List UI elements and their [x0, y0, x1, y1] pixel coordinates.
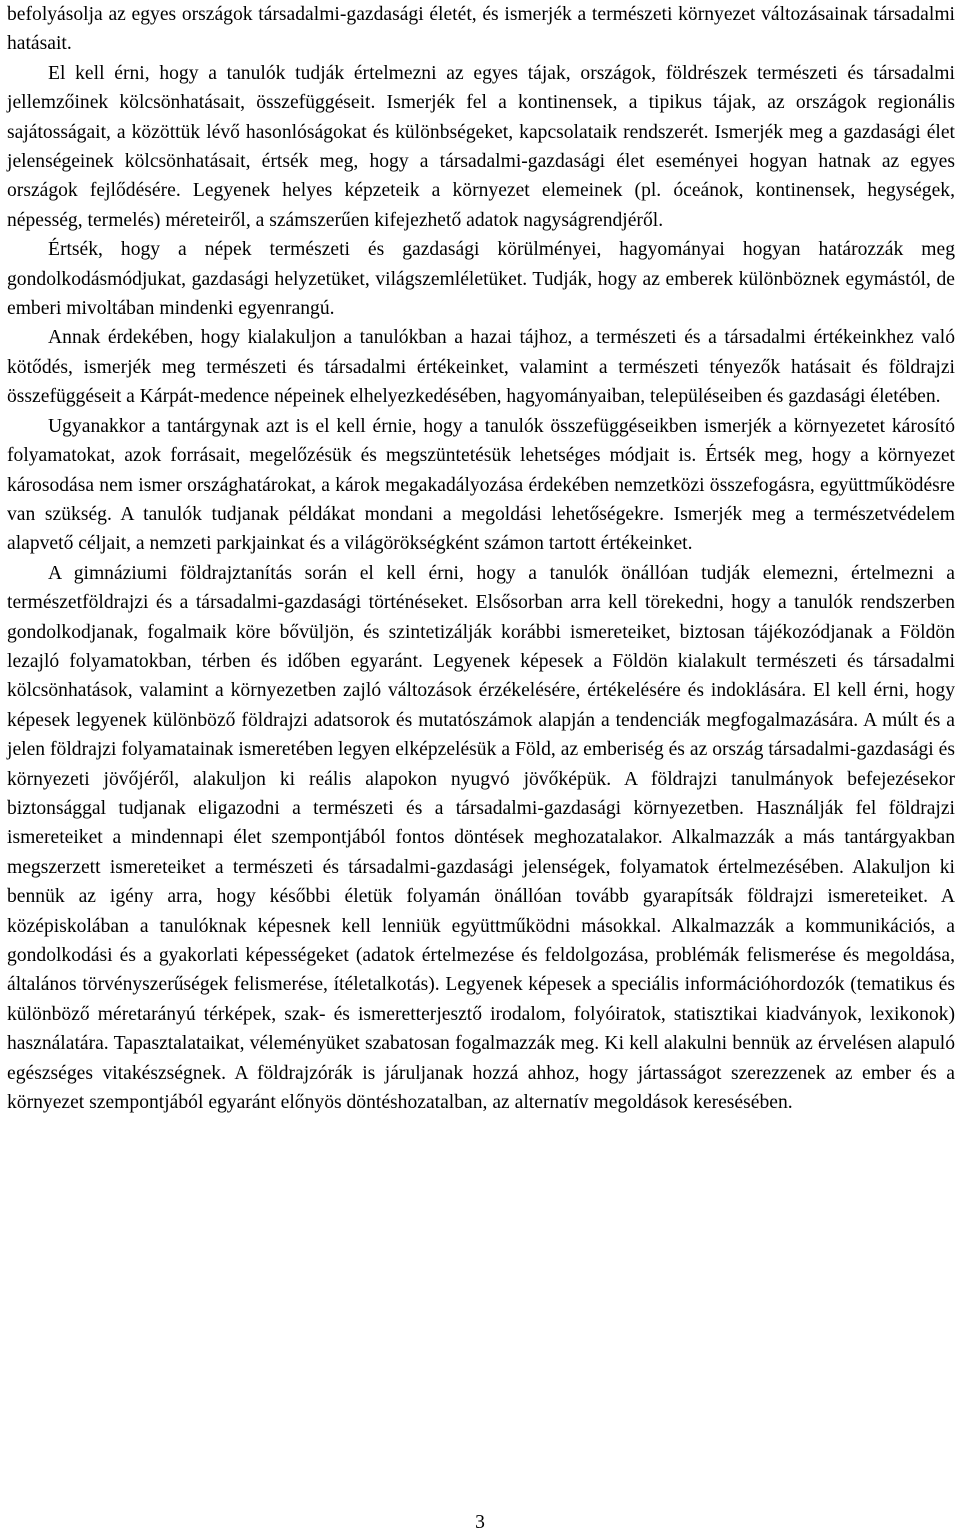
paragraph-gymnasium-geography: A gimnáziumi földrajztanítás során el kell érni, hogy a tanulók önállóan tudják elemezni, értelmezni a természetföldrajzi és a társadalmi-gazdasági történéseket. Elsősorban arra kell törekedni, hogy a tanulók rendszerben gondolkodjanak, fogalmaik köre bővüljön, és szintetizálják korábbi ismereteiket, biztosan tájékozódjanak a Földön lezajló folyamatokban, térben és időben egyaránt. Legyenek képesek a Földön kialakult természeti és társadalmi kölcsönhatások, valamint a környezetben zajló változások érzékelésére, értékelésére és indoklására. El kell érni, hogy képesek legyenek különböző földrajzi adatsorok és mutatószámok alapján a tendenciák megfogalmazására. A múlt és a jelen földrajzi folyamatainak ismeretében legyen elképzelésük a Föld, az emberiség és az ország társadalmi-gazdasági és környezeti jövőjéről, alakuljon ki reális alapokon nyugvó jövőképük. A földrajzi tanulmányok befejezésekor biztonsággal tudjanak eligazodni a természeti és a társadalmi-gazdasági környezetben. Használják fel földrajzi ismereteiket a mindennapi élet szempontjából fontos döntések meghozatalakor. Alkalmazzák a más tantárgyakban megszerzett ismereteiket a természeti és társadalmi-gazdasági jelenségek, folyamatok értelmezésében. Alakuljon ki bennük az igény arra, hogy későbbi életük folyamán önállóan tovább gyarapítsák földrajzi ismereteiket. A középiskolában a tanulóknak képesnek kell lenniük együttműködni másokkal. Alkalmazzák a kommunikációs, a gondolkodási és a gyakorlati képességeket (adatok értelmezése és feldolgozása, problémák felismerése és megoldása, általános törvényszerűségek felismerése, ítéletalkotás). Legyenek képesek a speciális információhordozók (tematikus és különböző méretarányú térképek, szak- és ismeretterjesztő irodalom, folyóiratok, statisztikai kiadványok, lexikonok) használatára. Tapasztalataikat, véleményüket szabatosan fogalmazzák meg. Ki kell alakulni bennük az érvelésen alapuló egészséges vitakészségnek. A földrajzórák is járuljanak hozzá ahhoz, hogy jártasságot szerezzenek az ember és a környezet szempontjából egyaránt előnyös döntéshozatalban, az alternatív megoldások keresésében.: [7, 562, 955, 1114]
document-page: [7, 0, 955, 1117]
paragraph-environmental-protection: Ugyanakkor a tantárgynak azt is el kell érnie, hogy a tanulók összefüggéseikben ismerjék a környezetet károsító folyamatokat, azok forrásait, megelőzésük és megszüntetésük lehetséges módjait is. Értsék meg, hogy a környezet károsodása nem ismer országhatárokat, a károk megakadályozása érdekében nemzetközi összefogásra, együttműködésre van szükség. A tanulók tudjanak példákat mondani a megoldási lehetőségekre. Ismerjék meg a természetvédelem alapvető céljait, a nemzeti parkjainkat és a világörökségként számon tartott értékeinket.: [7, 415, 955, 555]
paragraph-continuation: befolyásolja az egyes országok társadalmi-gazdasági életét, és ismerjék a természeti környezet változásainak társadalmi hatásait.: [7, 4, 955, 55]
paragraph-peoples-conditions: Értsék, hogy a népek természeti és gazdasági körülményei, hagyományai hogyan határozzák meg gondolkodásmódjukat, gazdasági helyzetüket, világszemléletüket. Tudják, hogy az emberek különböznek egymástól, de emberi mivoltában mindenki egyenrangú.: [7, 239, 955, 320]
paragraph-homeland-values: Annak érdekében, hogy kialakuljon a tanulókban a hazai tájhoz, a természeti és a társadalmi értékeinkhez való kötődés, ismerjék meg természeti és társadalmi értékeinket, valamint a természeti tényezők hatásait és földrajzi összefüggéseit a Kárpát-medence népeinek elhelyezkedésében, hagyományaiban, településeiben és gazdasági életében.: [7, 327, 955, 408]
paragraph-regional-understanding: El kell érni, hogy a tanulók tudják értelmezni az egyes tájak, országok, földrészek természeti és társadalmi jellemzőinek kölcsönhatásait, összefüggéseit. Ismerjék fel a kontinensek, a tipikus tájak, az országok regionális sajátosságait, a közöttük lévő hasonlóságokat és különbségeket, kapcsolataik rendszerét. Ismerjék meg a gazdasági élet jelenségeinek kölcsönhatásait, értsék meg, hogy a társadalmi-gazdasági élet eseményei hogyan hatnak az egyes országok fejlődésére. Legyenek helyes képzeteik a környezet elemeinek (pl. óceánok, kontinensek, hegységek, népesség, termelés) méreteiről, a számszerűen kifejezhető adatok nagyságrendjéről.: [7, 62, 955, 231]
page-number: 3: [475, 1512, 485, 1533]
